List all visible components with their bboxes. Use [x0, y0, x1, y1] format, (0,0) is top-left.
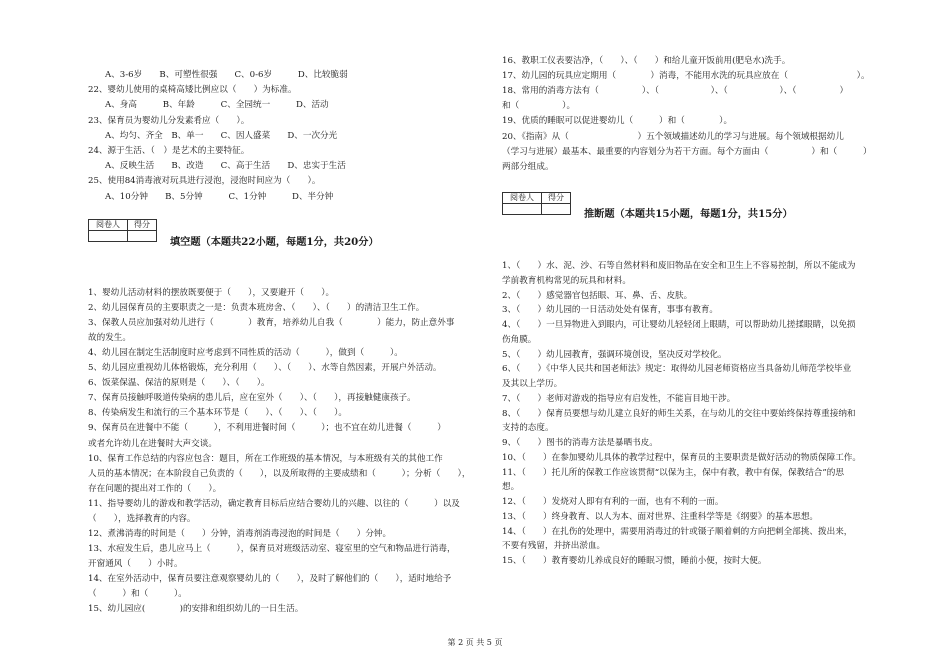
text-line: 2、（ ）感觉器官包括眼、耳、鼻、舌、皮肤。	[502, 290, 693, 301]
score-cell[interactable]	[542, 204, 571, 215]
score-label: 得分	[128, 220, 157, 231]
text-line: 4、（ ）一旦异物进入到眼内，可让婴幼儿轻轻闭上眼睛，可以帮助幼儿搓揉眼睛，以免损	[502, 320, 856, 330]
text-line: 20、《指南》从（ ）五个领域描述幼儿的学习与进展。每个领域根据幼儿	[502, 131, 844, 142]
text-line: 9、保育员在进餐中不能（ ），不利用进餐时间（ ）；也不宜在幼儿进餐（ ）	[88, 423, 446, 434]
text-line: 5、幼儿园应重视幼儿体格锻炼，充分利用（ ）、（ ）、水等自然因素，开展户外活动。	[88, 363, 442, 374]
text-line: 12、煮沸消毒的时间是（ ）分钟，消毒剂消毒浸泡的时间是（ ）分钟。	[88, 528, 392, 539]
text-line: （ ），选择教育的内容。	[88, 513, 196, 524]
text-line: 4、幼儿园在制定生活制度时应考虑到不同性质的活动（ ），做到（ ）。	[88, 348, 403, 359]
text-line: 存在问题的提出对工作的（ ）。	[88, 483, 222, 494]
reviewer-cell[interactable]	[503, 204, 542, 215]
text-line: （ ）和（ ）。	[88, 589, 187, 599]
text-line: 24、源于生活、（ ）是艺术的主要特征。	[88, 146, 250, 156]
text-line: 伤角膜。	[502, 334, 537, 345]
text-line: 5、（ ）幼儿园教育，强调环境创设，坚决反对学校化。	[502, 349, 727, 360]
score-cell[interactable]	[128, 231, 157, 242]
text-line: 两部分组成。	[502, 161, 554, 172]
text-line: 22、婴幼儿使用的桌椅高矮比例应以（ ）为标准。	[88, 85, 297, 96]
text-line: 人员的基本情况；在本阶段自己负责的（ ），以及所取得的主要成绩和（ ）；分析（ ），	[88, 468, 471, 479]
text-line: 19、优质的睡眠可以促进婴幼儿（ ）和（ ）。	[502, 116, 733, 127]
text-line: 1、（ ）水、泥、沙、石等自然材料和废旧物品在安全和卫生上不容易控制，所以不能成为	[502, 261, 856, 271]
text-line: 13、（ ）终身教育、以人为本、面对世界、注重科学等是《纲要》的基本思想。	[502, 511, 819, 522]
text-line: A、10分钟 B、5分钟 C、1分钟 D、半分钟	[105, 191, 334, 202]
score-label: 得分	[542, 193, 571, 204]
text-line: 13、水痘发生后，患儿应马上（ ），保育员对班级活动室、寝室里的空气和物品进行消毒，	[88, 543, 456, 554]
text-line: 15、（ ）教育婴幼儿养成良好的睡眠习惯，睡前小便，按时大便。	[502, 556, 767, 566]
text-line: 6、（ ）《中华人民共和国老师法》规定：取得幼儿园老师资格应当具备幼儿师范学校毕业	[502, 364, 852, 375]
section-title-fill-in: 填空题（本题共22小题，每题1分，共20分）	[170, 236, 379, 248]
text-line: 17、幼儿园的玩具应定期用（ ）消毒，不能用水洗的玩具应放在（ ）。	[502, 71, 870, 82]
section-title-judgment: 推断题（本题共15小题，每题1分，共15分）	[584, 208, 793, 220]
text-line: 11、（ ）托儿所的保教工作应该贯彻“以保为主，保中有教，教中有保，保教结合”的思	[502, 467, 844, 478]
text-line: 25、使用84消毒液对玩具进行浸泡，浸泡时间应为（ ）。	[88, 176, 321, 187]
text-line: 9、（ ）图书的消毒方法是暴晒书皮。	[502, 438, 658, 448]
text-line: 及其以上学历。	[502, 379, 563, 389]
text-line: 3、保教人员应加强对幼儿进行（ ）教育，培养幼儿自我（ ）能力，防止意外事	[88, 318, 455, 329]
text-line: 15、幼儿园应( )的安排和组织幼儿的一日生活。	[88, 604, 304, 615]
text-line: 12、（ ）发烧对人即有有利的一面，也有不利的一面。	[502, 497, 724, 507]
text-line: 16、教职工仪表要洁净，（ ）、（ ）和给儿童开饭前用(肥皂水)洗手。	[502, 56, 791, 66]
text-line: A、均匀、齐全 B、单一 C、因人盛菜 D、一次分光	[105, 130, 338, 141]
text-line: 和（ ）。	[502, 101, 576, 112]
text-line: 23、保育员为婴幼儿分发素肴应（ ）。	[88, 115, 250, 126]
text-line: 14、（ ）在扎伤的处理中，需要用消毒过的针或镊子顺着刺的方向把刺全部挑、拨出来，	[502, 526, 853, 537]
text-line: 故的发生。	[88, 333, 131, 344]
text-line: 支持的态度。	[502, 423, 554, 434]
text-line: A、3-6岁 B、可塑性很强 C、0-6岁 D、比较脆弱	[105, 70, 348, 80]
text-line: A、反映生活 B、改造 C、高于生活 D、忠实于生活	[105, 161, 346, 172]
text-line: 6、饭菜保温、保洁的原则是（ ）、（ ）。	[88, 378, 270, 389]
text-line: 3、（ ）幼儿园的一日活动处处有保育，事事有教育。	[502, 305, 719, 316]
text-line: 10、（ ）在参加婴幼儿具体的教学过程中，保育员的主要职责是做好活动的物质保障工作。	[502, 452, 861, 463]
score-box	[88, 219, 157, 242]
text-line: 7、保育员接触呼吸道传染病的患儿后，应在室外（ ）、（ ），再接触健康孩子。	[88, 393, 416, 404]
text-line: 11、指导婴幼儿的游戏和教学活动，确定教育目标后应结合婴幼儿的兴趣、以往的（ ）以及	[88, 498, 460, 509]
text-line: 18、常用的消毒方法有（ ）、（ ）、（ ）、（ ）	[502, 86, 849, 97]
text-line: 14、在室外活动中，保育员要注意观察婴幼儿的（ ），及时了解他们的（ ），适时地给予	[88, 573, 452, 584]
reviewer-label: 阅卷人	[503, 193, 542, 204]
page-number: 第 2 页 共 5 页	[447, 638, 503, 647]
reviewer-cell[interactable]	[89, 231, 128, 242]
text-line: 10、保育工作总结的内容应包含：题目，所在工作班级的基本情况，与本班级有关的其他工作	[88, 453, 443, 464]
text-line: 1、婴幼儿活动材料的摆放既要便于（ ），又要避开（ ）。	[88, 288, 335, 298]
text-line: 8、传染病发生和流行的三个基本环节是（ ）、（ ）、（ ）。	[88, 408, 347, 419]
text-line: 开窗通风（ ）小时。	[88, 558, 183, 569]
text-line: 不要有残留，并挤出淤血。	[502, 541, 606, 552]
text-line: 学前教育机构常见的玩具和材料。	[502, 275, 631, 286]
text-line: A、身高 B、年龄 C、全园统一 D、活动	[105, 100, 329, 111]
text-line: 或者允许幼儿在进餐时大声交谈。	[88, 438, 217, 449]
text-line: 想。	[502, 482, 520, 493]
reviewer-label: 阅卷人	[89, 220, 128, 231]
score-box	[502, 192, 571, 215]
text-line: 8、（ ）保育员要想与幼儿建立良好的师生关系，在与幼儿的交往中要始终保持尊重接纳和	[502, 408, 856, 419]
text-line: 2、幼儿园保育员的主要职责之一是：负责本班房舍、（ ）、（ ）的清洁卫生工作。	[88, 303, 425, 314]
text-line: （学习与进展）最基本、最重要的内容划分为若干方面。每个方面由（ ）和（ ）	[502, 146, 872, 157]
text-line: 7、（ ）老师对游戏的指导应有启发性，不能盲目地干涉。	[502, 393, 736, 404]
